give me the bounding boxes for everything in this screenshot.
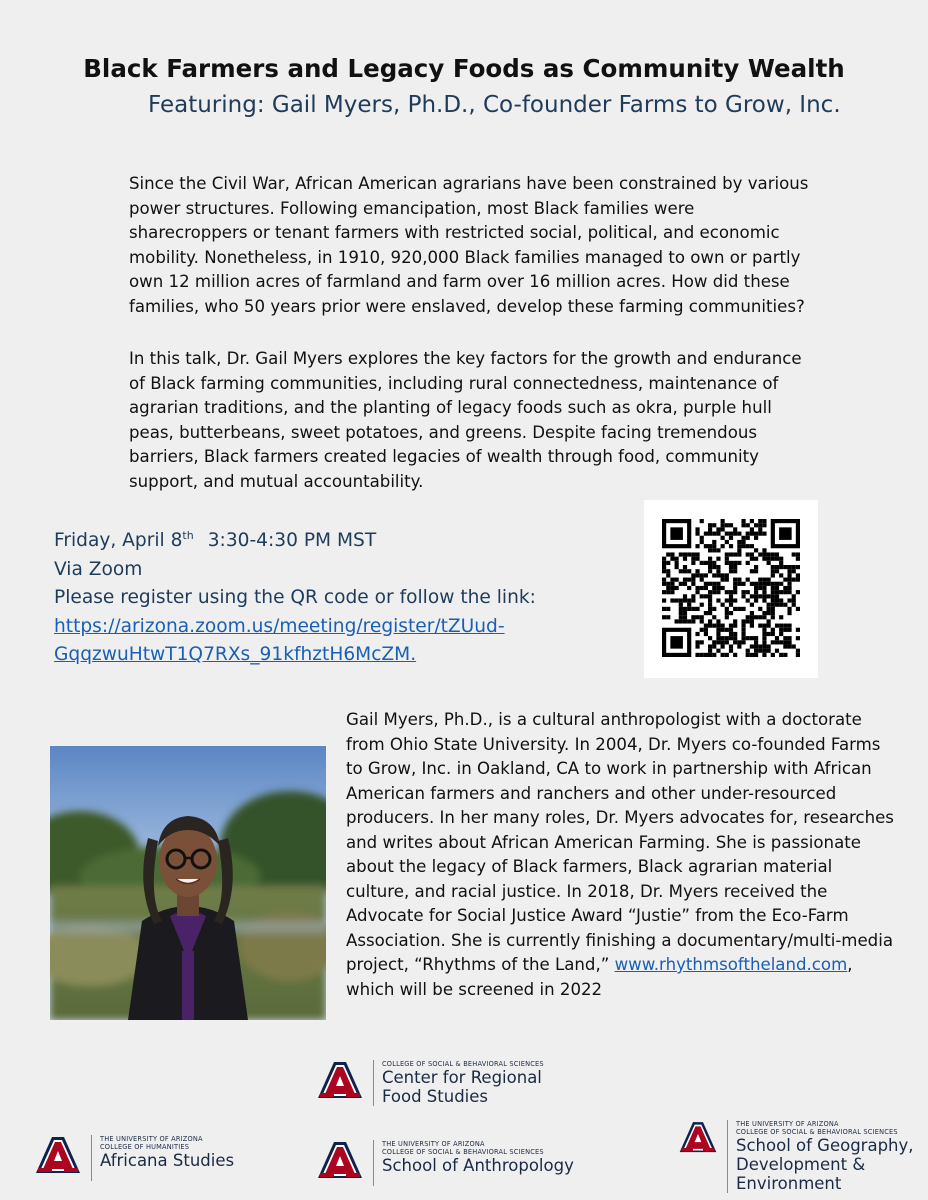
logo-school-of-anthropology <box>316 1140 574 1186</box>
anth-name: School of Anthropology <box>382 1156 574 1175</box>
geo-name-line2: Development & <box>736 1155 866 1174</box>
talk-paragraph: In this talk, Dr. Gail Myers explores the key factors for the growth and endurance of Black farming communities, including rural connectedness, maintenance of agrarian traditions, and the planting of legacy foods such as okra, purple hull peas, butterbeans, sweet potatoes, and greens. Despite facing tremendous barriers, Black farmers created legacies of wealth through food, community support, and mutual accountability. <box>129 349 802 491</box>
registration-link-part2[interactable]: GqqzwuHtwT1Q7RXs_91kfhztH6McZM. <box>54 644 417 665</box>
afr-name: Africana Studies <box>100 1151 235 1170</box>
speaker-bio <box>346 708 894 1002</box>
intro-paragraph: Since the Civil War, African American agrarians have been constrained by various power structures. Following emancipation, most Black families were sharecroppers or tenant farmers with restricted social, political, and economic mobility. Nonetheless, in 1910, 920,000 Black families managed to own or partly own 12 million acres of farmland and farm over 16 million acres. How did these families, who 50 years prior were enslaved, develop these farming communities? <box>129 174 809 316</box>
event-venue: Via Zoom <box>54 558 143 580</box>
afr-university-label: THE UNIVERSITY OF ARIZONA <box>100 1135 203 1143</box>
crfs-name-line1: Center for Regional <box>382 1068 542 1087</box>
geo-university-label: THE UNIVERSITY OF ARIZONA <box>736 1120 839 1128</box>
afr-college-label: COLLEGE OF HUMANITIES <box>100 1143 190 1151</box>
ua-block-a-icon <box>678 1120 718 1160</box>
bio-text-end: , which will be screened in 2022 <box>346 955 853 999</box>
bio-text: Gail Myers, Ph.D., is a cultural anthropologist with a doctorate from Ohio State University. In 2004, Dr. Myers co-founded Farms to Grow, Inc. in Oakland, CA to work in partnership with African American farmers and ranchers and other under-resourced producers. In her many roles, Dr. Myers advocates for, researches and writes about African American Farming. She is passionate about the legacy of Black farmers, Black agrarian material culture, and racial justice. In 2018, Dr. Myers received the Advocate for Social Justice Award “Justie” from the Eco-Farm Association. She is currently finishing a documentary/multi-media project, “Rhythms of the Land,” <box>346 710 894 974</box>
ua-block-a-icon <box>316 1140 364 1186</box>
qr-code-graphic <box>662 519 800 657</box>
ua-block-a-icon <box>34 1135 82 1181</box>
geo-college-label: COLLEGE OF SOCIAL & BEHAVIORAL SCIENCES <box>736 1128 898 1136</box>
ua-block-a-icon <box>316 1060 364 1106</box>
anth-college-label: COLLEGE OF SOCIAL & BEHAVIORAL SCIENCES <box>382 1148 544 1156</box>
event-details <box>54 527 634 670</box>
event-date: Friday, April 8 <box>54 530 183 551</box>
logo-africana-studies <box>34 1135 234 1181</box>
event-date-suffix: th <box>182 528 194 542</box>
logo-center-regional-food-studies <box>316 1060 544 1106</box>
geo-name-line3: Environment <box>736 1174 842 1193</box>
registration-qr-code[interactable] <box>644 500 818 678</box>
flyer-subtitle: Featuring: Gail Myers, Ph.D., Co-founder Farms to Grow, Inc. <box>148 92 841 118</box>
crfs-college-label: COLLEGE OF SOCIAL & BEHAVIORAL SCIENCES <box>382 1060 544 1068</box>
crfs-name-line2: Food Studies <box>382 1087 489 1106</box>
rhythms-website-link[interactable]: www.rhythmsoftheland.com <box>614 955 848 974</box>
geo-name-line1: School of Geography, <box>736 1136 914 1155</box>
registration-link-part1[interactable]: https://arizona.zoom.us/meeting/register/tZUud- <box>54 615 505 637</box>
anth-university-label: THE UNIVERSITY OF ARIZONA <box>382 1140 485 1148</box>
speaker-photo <box>50 746 326 1020</box>
speaker-portrait-image <box>50 746 326 1020</box>
logo-school-of-geography <box>678 1120 914 1193</box>
event-time: 3:30-4:30 PM MST <box>207 530 377 551</box>
register-instructions: Please register using the QR code or follow the link: <box>54 587 536 608</box>
event-datetime <box>54 527 634 556</box>
flyer-title: Black Farmers and Legacy Foods as Community Wealth <box>83 54 845 83</box>
